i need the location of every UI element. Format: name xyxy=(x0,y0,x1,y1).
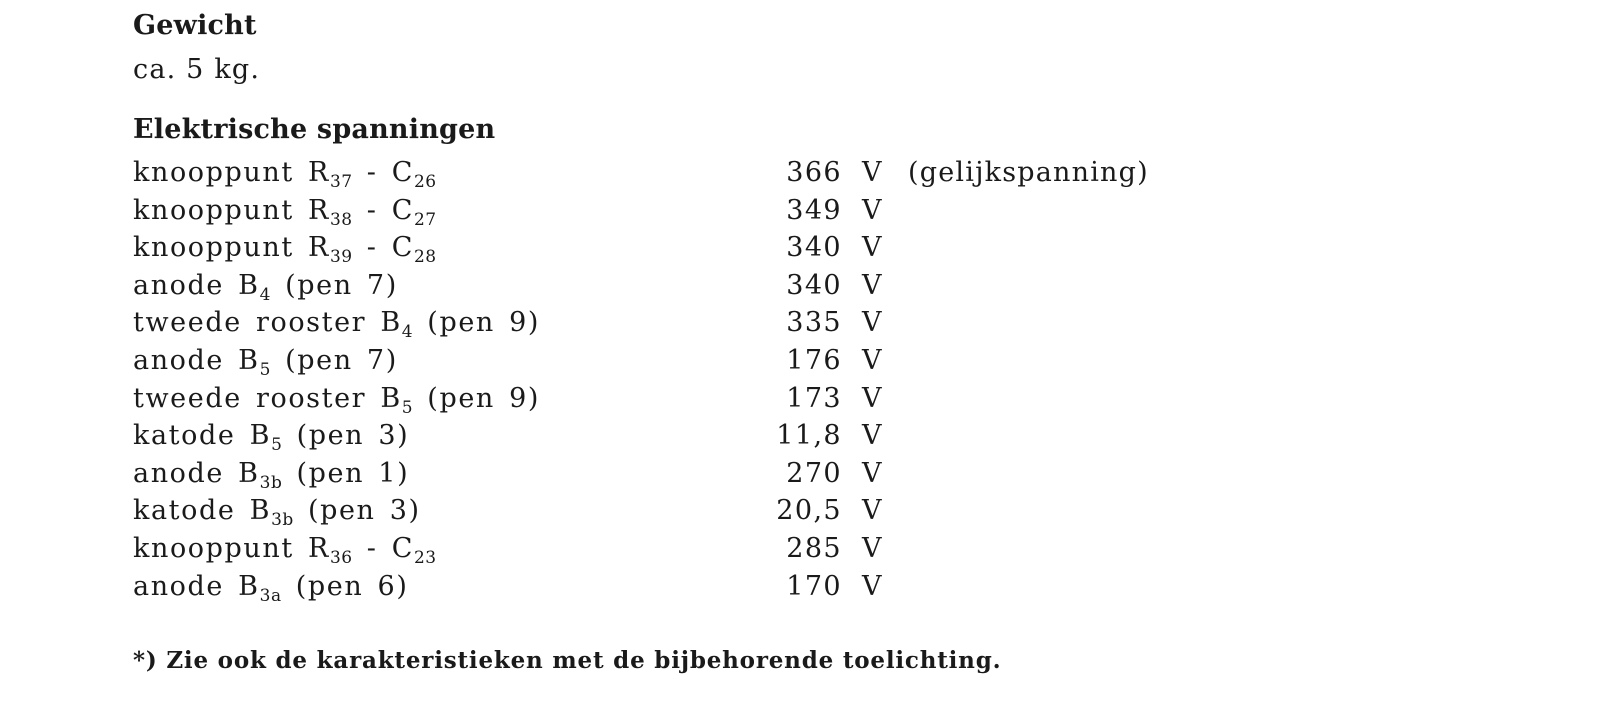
voltage-row-label: knooppunt $R_{37} - C_{26}$ xyxy=(133,157,437,192)
voltage-value: 285 xyxy=(786,532,842,564)
voltage-row-label: katode $B_{3b}$ (pen 3) xyxy=(133,495,421,531)
voltage-unit: V xyxy=(862,382,883,414)
voltage-value: 270 xyxy=(786,457,842,489)
voltage-row-label: katode $B_5$ (pen 3) xyxy=(133,420,410,456)
voltage-unit: V xyxy=(862,269,883,301)
voltage-unit: V xyxy=(862,232,883,264)
voltage-value: 366 xyxy=(786,157,842,188)
voltage-value: 20,5 xyxy=(776,495,842,527)
voltage-row xyxy=(0,267,1600,305)
voltage-row-label: knooppunt $R_{36} - C_{23}$ xyxy=(133,532,437,568)
voltage-unit: V xyxy=(862,307,883,339)
voltage-unit: V xyxy=(862,157,883,188)
voltage-row-label: anode $B_{3b}$ (pen 1) xyxy=(133,457,410,493)
voltage-row xyxy=(0,229,1600,267)
voltage-row xyxy=(0,530,1600,568)
weight-heading: Gewicht xyxy=(133,10,257,41)
voltage-row-label: tweede rooster $B_4$ (pen 9) xyxy=(133,307,540,343)
voltage-row xyxy=(0,304,1600,342)
voltage-row-label: tweede rooster $B_5$ (pen 9) xyxy=(133,382,540,418)
voltage-unit: V xyxy=(862,532,883,564)
footnote: *) Zie ook de karakteristieken met de bijbehorende toelichting. xyxy=(133,647,1002,674)
voltage-row xyxy=(0,568,1600,606)
voltage-unit: V xyxy=(862,420,883,452)
voltage-value: 349 xyxy=(786,194,842,226)
voltage-row xyxy=(0,342,1600,380)
voltage-value: 176 xyxy=(786,344,842,376)
voltage-row-label: knooppunt $R_{38} - C_{27}$ xyxy=(133,194,437,230)
voltage-unit: V xyxy=(862,344,883,376)
voltage-value: 335 xyxy=(786,307,842,339)
weight-value: ca. 5 kg. xyxy=(133,54,261,85)
voltage-value: 173 xyxy=(786,382,842,414)
voltage-row xyxy=(0,154,1600,192)
voltage-note: (gelijkspanning) xyxy=(908,157,1149,188)
voltage-value: 170 xyxy=(786,570,842,602)
voltage-value: 11,8 xyxy=(776,420,842,452)
voltage-unit: V xyxy=(862,457,883,489)
voltage-value: 340 xyxy=(786,232,842,264)
voltage-row-label: anode $B_4$ (pen 7) xyxy=(133,269,398,305)
voltage-row xyxy=(0,455,1600,493)
voltages-heading: Elektrische spanningen xyxy=(133,114,496,145)
voltage-row-label: knooppunt $R_{39} - C_{28}$ xyxy=(133,232,437,268)
voltage-unit: V xyxy=(862,570,883,602)
voltage-value: 340 xyxy=(786,269,842,301)
voltage-unit: V xyxy=(862,495,883,527)
voltage-row xyxy=(0,417,1600,455)
voltage-row xyxy=(0,192,1600,230)
voltage-unit: V xyxy=(862,194,883,226)
voltage-row xyxy=(0,492,1600,530)
voltage-table xyxy=(0,154,1600,605)
voltage-row xyxy=(0,380,1600,418)
voltage-row-label: anode $B_{3a}$ (pen 6) xyxy=(133,570,409,606)
voltage-row-label: anode $B_5$ (pen 7) xyxy=(133,344,398,380)
